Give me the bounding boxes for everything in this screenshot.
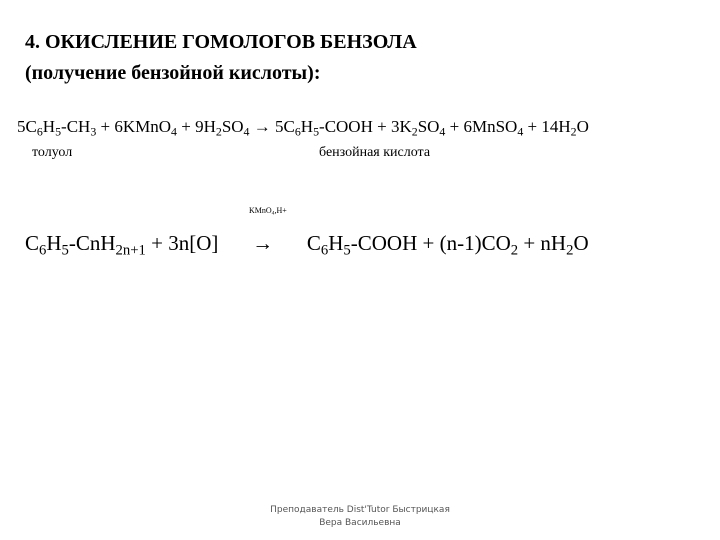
slide-title-line-1: 4. ОКИСЛЕНИЕ ГОМОЛОГОВ БЕНЗОЛА xyxy=(25,31,417,53)
slide-title-line-2: (получение бензойной кислоты): xyxy=(25,62,321,84)
label-toluene: толуол xyxy=(32,145,73,160)
footer-author-line-1: Преподаватель Dist'Tutor Быстрицкая xyxy=(270,505,450,515)
reaction-conditions: KMnO$_4$,H+ xyxy=(249,206,287,217)
label-benzoic-acid: бензойная кислота xyxy=(319,145,431,160)
footer-author-line-2: Вера Васильевна xyxy=(319,517,401,528)
reaction-equation-homologs: $C_6H_5-CnH_{2n+1} + 3n[O]$ → $C_6H_5$-COOH + $(n-1)CO_2 + nH_2O$ xyxy=(25,231,589,259)
footer-author xyxy=(240,504,480,529)
reaction-equation-toluene: $5C_6H_5-CH_3$ + 6KMnO$_4$ + $9H_2SO_4$ → $5C_6H_5$-COOH + $3K_2SO_4$ + 6MnSO$_4$ + $14H_2O$ xyxy=(17,117,589,139)
